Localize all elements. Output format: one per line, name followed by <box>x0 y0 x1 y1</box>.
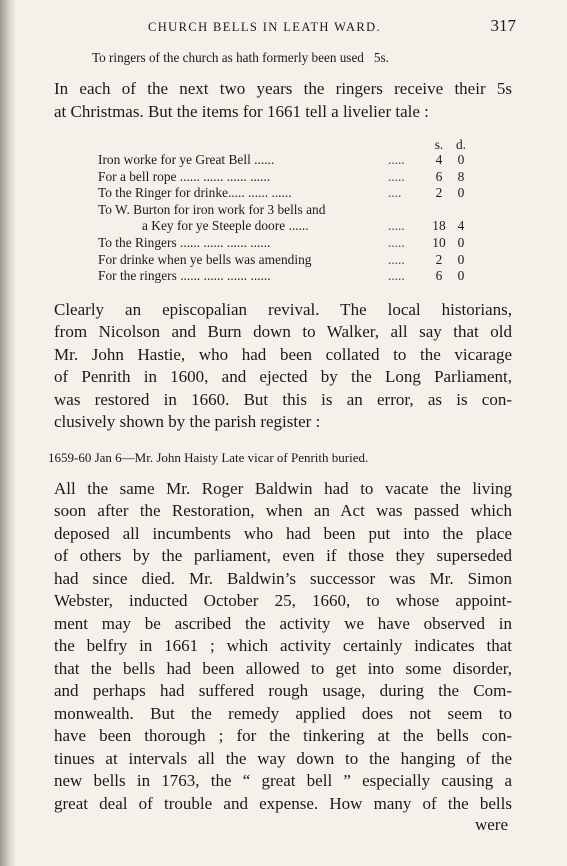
paragraph-line: In each of the next two years the ringers receive their 5s <box>54 79 512 98</box>
paragraph-1 <box>54 78 512 123</box>
account-item-description: For a bell rope ...... ...... ...... ...... <box>98 168 271 184</box>
intro-line-amount: 5s. <box>373 50 389 65</box>
account-pence: 0 <box>457 234 465 250</box>
paragraph-line: soon after the Restoration, when an Act was passed which <box>54 501 512 521</box>
account-row <box>98 152 472 169</box>
paragraph-line: deposed all incumbents who had been put into the place <box>54 523 512 543</box>
book-gutter-shadow <box>0 0 16 866</box>
account-row <box>98 185 472 202</box>
account-leader-dots: ..... <box>388 168 405 184</box>
account-shillings: 6 <box>435 268 443 284</box>
account-shillings: 2 <box>435 251 443 267</box>
col-pence-header: d. <box>455 137 467 152</box>
account-item-description: To the Ringers ...... ...... ...... ...... <box>98 234 271 250</box>
paragraph-line: great deal of trouble and expense. How many of the bells <box>54 793 512 813</box>
paragraph-line: the belfry in 1661 ; which activity certainly indicates that <box>54 636 512 656</box>
account-leader-dots: ..... <box>388 234 405 250</box>
paragraph-line: was restored in 1660. But this is an error, as is con- <box>54 389 512 409</box>
account-item-description: For the ringers ...... ...... ...... ...... <box>98 268 271 284</box>
account-row <box>98 235 472 252</box>
paragraph-line: had since died. Mr. Baldwin’s successor was Mr. Simon <box>54 568 512 588</box>
account-row <box>98 218 472 235</box>
paragraph-line: have been thorough ; for the tinkering at the bells con- <box>54 726 512 746</box>
account-row <box>98 252 472 269</box>
paragraph-3 <box>54 478 512 816</box>
col-shillings-header: s. <box>434 137 444 152</box>
account-pence: 4 <box>457 218 465 234</box>
account-pence: 0 <box>457 185 465 201</box>
account-leader-dots: ..... <box>388 251 405 267</box>
account-row <box>98 169 472 186</box>
account-item-description: To the Ringer for drinke..... ...... ...... <box>98 185 292 201</box>
paragraph-line: ment may be ascribed the activity we have observed in <box>54 613 512 633</box>
account-pence: 0 <box>457 268 465 284</box>
accounts-table <box>98 137 472 285</box>
register-quote: 1659-60 Jan 6—Mr. John Haisty Late vicar of Penrith buried. <box>48 449 369 465</box>
accounts-column-headers <box>98 137 472 152</box>
account-row <box>98 268 472 285</box>
paragraph-line: All the same Mr. Roger Baldwin had to vacate the living <box>54 478 512 498</box>
paragraph-line: from Nicolson and Burn down to Walker, all say that old <box>54 322 512 342</box>
account-shillings: 18 <box>432 218 446 234</box>
account-item-description: a Key for ye Steeple doore ...... <box>142 218 309 234</box>
account-item-description: To W. Burton for iron work for 3 bells and <box>98 201 326 217</box>
paragraph-line: Mr. John Hastie, who had been collated to the vicarage <box>54 344 512 364</box>
account-item-description: Iron worke for ye Great Bell ...... <box>98 152 275 167</box>
page-number: 317 <box>490 16 516 35</box>
running-head: CHURCH BELLS IN LEATH WARD. <box>148 20 382 34</box>
account-row <box>98 202 472 219</box>
intro-line <box>92 50 512 66</box>
page-header <box>54 14 516 40</box>
account-pence: 8 <box>457 168 465 184</box>
account-leader-dots: .... <box>388 185 402 201</box>
paragraph-line: new bells in 1763, the “ great bell ” especially causing a <box>54 771 512 791</box>
account-item-description: For drinke when ye bells was amending <box>98 251 312 267</box>
account-shillings: 10 <box>432 234 446 250</box>
account-leader-dots: ..... <box>388 268 405 284</box>
paragraph-2 <box>54 299 512 434</box>
paragraph-line: Clearly an episcopalian revival. The local historians, <box>54 299 512 319</box>
paragraph-line: Webster, inducted October 25, 1660, to whose appoint- <box>54 591 512 611</box>
account-pence: 0 <box>457 251 465 267</box>
book-page <box>48 14 516 835</box>
account-leader-dots: ..... <box>388 152 405 167</box>
account-shillings: 2 <box>435 185 443 201</box>
paragraph-line: and perhaps had suffered rough usage, during the Com- <box>54 681 512 701</box>
accounts-rows <box>98 152 472 285</box>
intro-line-text: To ringers of the church as hath formerly been used <box>92 50 364 65</box>
paragraph-line: that the bells had been allowed to get into some disorder, <box>54 658 512 678</box>
account-shillings: 6 <box>435 168 443 184</box>
paragraph-line: of Penrith in 1600, and ejected by the Long Parliament, <box>54 367 512 387</box>
paragraph-line: monwealth. But the remedy applied does not seem to <box>54 703 512 723</box>
account-leader-dots: ..... <box>388 218 405 234</box>
account-shillings: 4 <box>435 152 443 167</box>
paragraph-line: clusively shown by the parish register : <box>54 412 321 432</box>
catchword: were <box>474 815 508 835</box>
account-pence: 0 <box>457 152 465 167</box>
paragraph-line: of others by the parliament, even if those they superseded <box>54 546 512 566</box>
paragraph-line: tinues at intervals all the way down to the hanging of the <box>54 748 512 768</box>
paragraph-line: at Christmas. But the items for 1661 tell a livelier tale : <box>54 101 429 121</box>
